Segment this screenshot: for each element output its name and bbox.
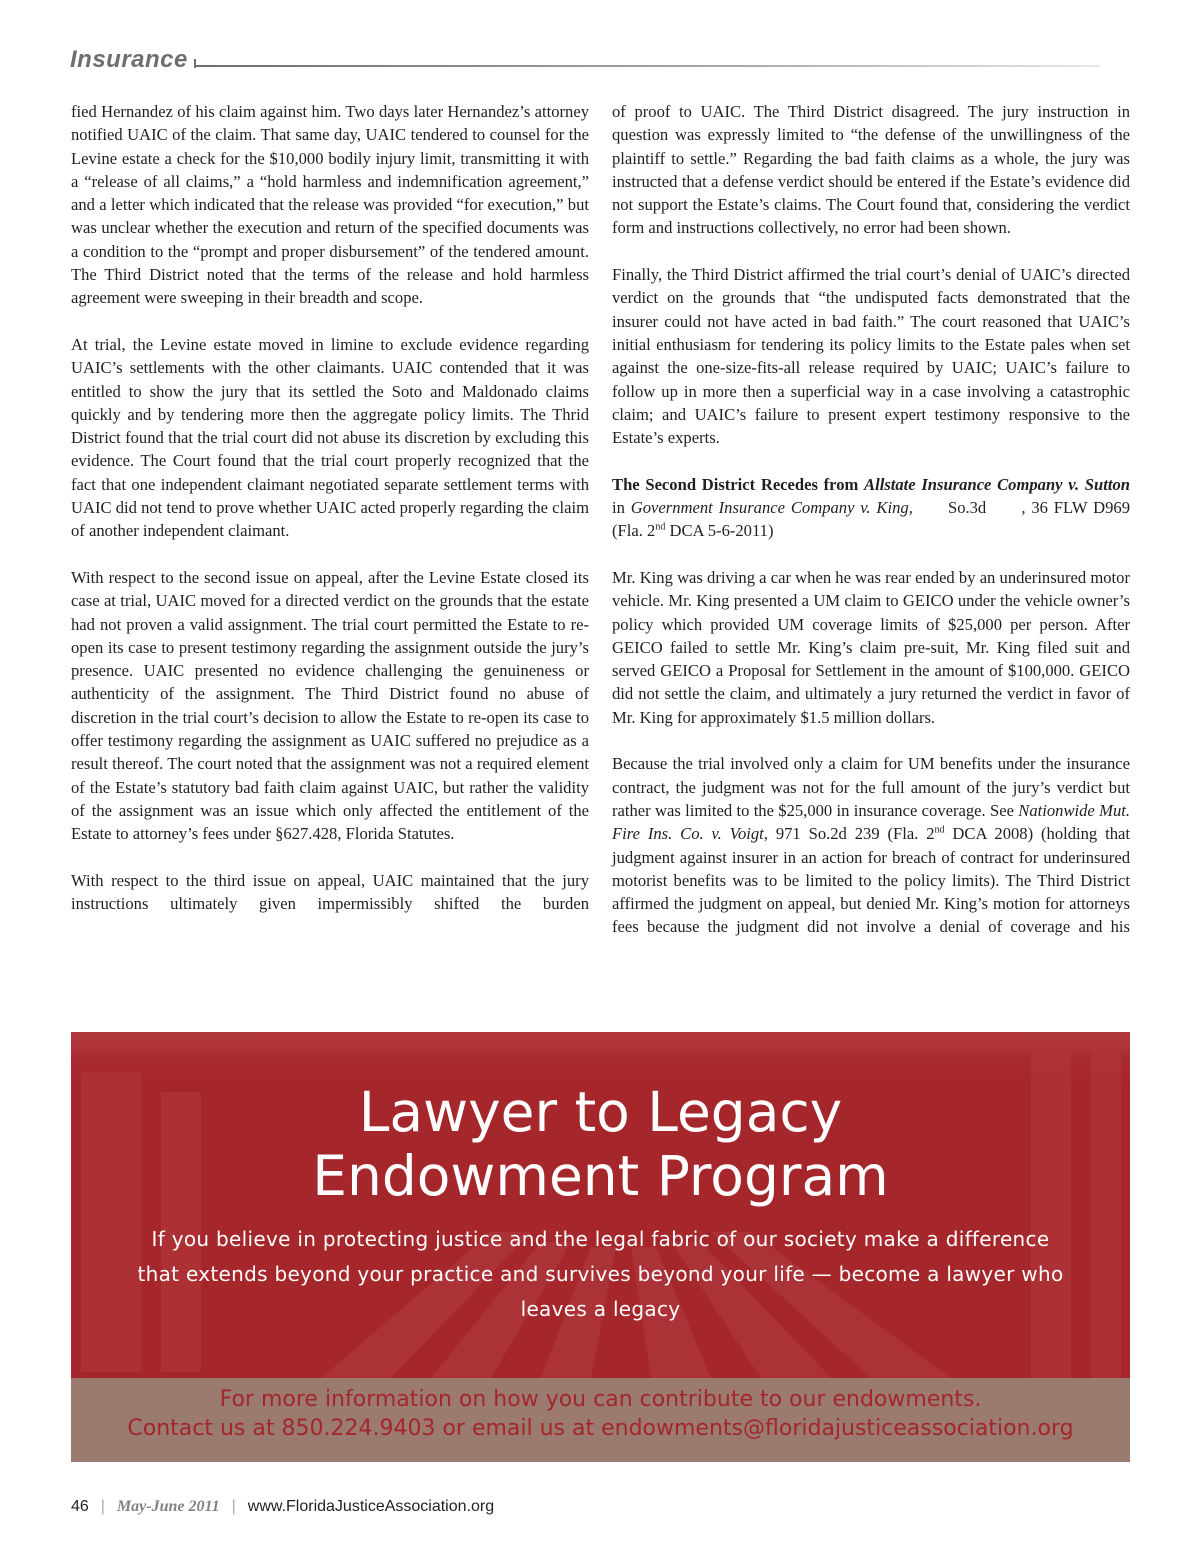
cited-case-name: Nationwide Mut. Fire Ins. Co. v. Voigt: [612, 800, 1130, 844]
header-rule: [194, 65, 1100, 67]
paragraph: Mr. King was driving a car when he was rear ended by an underinsured motor vehicle. Mr. King presented a UM claim to GEICO under the vehicle owner’s policy which provided UM coverage limits of $25,000 per person. After GEICO failed to settle Mr. King’s claim pre-suit, Mr. King filed suit and served GEICO a Proposal for Settlement in the amount of $100,000. GEICO did not settle the claim, and ultimately a jury returned the verdict in favor of Mr. King for approximately $1.5 million dollars.: [612, 567, 1130, 727]
case-heading-lead: The Second District Recedes from: [612, 474, 865, 494]
paragraph-text: DCA 2008) (holding that judgment against insurer in an action for breach of contract for underinsured motorist benefits was to be limited to the policy limits). The Third District affirmed the judgment on appeal, but denied Mr. King’s motion for attorneys fees because the judgment did not involve a denial of coverage and his: [612, 824, 1130, 937]
left-column: [71, 100, 589, 1020]
ad-subtitle: If you believe in protecting justice and the legal fabric of our society make a difference that extends beyond your practice and survives beyond your life — become a lawyer who leaves a legacy: [137, 1227, 1064, 1321]
ad-title-line: Lawyer to Legacy: [358, 1080, 843, 1144]
paragraph: of proof to UAIC. The Third District disagreed. The jury instruction in question was expressly limited to “the defense of the unwillingness of the plaintiff to settle.” Regarding the bad faith claims as a whole, the jury was instructed that a defense verdict should be entered if the Estate’s evidence did not support the Estate’s claims. The Court found that, considering the verdict form and instructions collectively, no error had been shown.: [612, 102, 1130, 238]
case-heading: [612, 473, 1135, 543]
case-heading-citation-end: DCA 5-6-2011): [665, 521, 774, 541]
ad-contact-line: For more information on how you can contribute to our endowments.: [219, 1387, 982, 1412]
paragraph: At trial, the Levine estate moved in limine to exclude evidence regarding UAIC’s settlements with the other claimants. UAIC contended that it was entitled to show the jury that its settled the Soto and Maldonado claims quickly and by tendering more then the aggregate policy limits. The Thrid District found that the trial court did not abuse its discretion by excluding this evidence. The Court found that the trial court properly recognized that the fact that one independent claimant negotiated separate settlement terms with UAIC did not tend to prove whether UAIC acted properly regarding the claim of another independent claimant.: [71, 334, 589, 541]
footer-divider: |: [100, 1498, 105, 1515]
paragraph: With respect to the second issue on appeal, after the Levine Estate closed its case at trial, UAIC moved for a directed verdict on the grounds that the estate had not proven a valid assignment. The trial court permitted the Estate to re-open its case to present testimony regarding the assignment outside the jury’s presence. UAIC presented no evidence challenging the genuineness or authenticity of the assignment. The Third District found no abuse of discretion in the trial court’s decision to allow the Estate to re-open its case to offer testimony regarding the assignment as UAIC suffered no prejudice as a result thereof. The court noted that the assignment was not a required element of the Estate’s statutory bad faith claim against UAIC, but rather the validity of the assignment was an issue which only affected the entitlement of the Estate to attorney’s fees under §627.428, Florida Statutes.: [71, 567, 589, 844]
endowment-advertisement[interactable]: [71, 1032, 1130, 1462]
case-heading-citation: So.3d , 36 FLW D969 (Fla. 2: [612, 498, 1135, 541]
ordinal-suffix: nd: [934, 824, 945, 836]
footer-divider: |: [231, 1498, 236, 1515]
paragraph-text: Because the trial involved only a claim for UM benefits under the insurance contract, the judgment was not for the full amount of the jury’s verdict but rather was limited to the $25,000 in insurance coverage. See: [612, 754, 1130, 820]
case-heading-case-name: Allstate Insurance Company v. Sutton: [864, 474, 1130, 494]
ad-title: [71, 1080, 1130, 1208]
paragraph: [612, 752, 1130, 938]
issue-date: May-June 2011: [116, 1498, 220, 1515]
website-link[interactable]: www.FloridaJusticeAssociation.org: [247, 1498, 495, 1515]
paragraph-text: , 971 So.2d 239 (Fla. 2: [763, 824, 935, 844]
ad-contact-line[interactable]: Contact us at 850.224.9403 or email us at endowments@floridajusticeassociation.org: [127, 1416, 1074, 1441]
ordinal-suffix: nd: [655, 521, 666, 533]
paragraph: fied Hernandez of his claim against him. Two days later Hernandez’s attorney notified UAIC of the claim. That same day, UAIC tendered to counsel for the Levine estate a check for the $10,000 bodily injury limit, transmitting it with a “release of all claims,” a “hold harmless and indemnification agreement,” and a letter which indicated that the release was provided “for execution,” but was unclear whether the execution and return of the specified documents was a condition to the “prompt and proper disbursement” of the tendered amount. The Third District noted that the terms of the release and hold harmless agreement were sweeping in their breadth and scope.: [71, 102, 589, 308]
case-heading-cited-case: Government Insurance Company v. King,: [630, 498, 913, 518]
paragraph: Finally, the Third District affirmed the trial court’s denial of UAIC’s directed verdict on the grounds that “the undisputed facts demonstrated that the insurer could not have acted in bad faith.” The court reasoned that UAIC’s initial enthusiasm for tendering its policy limits to the Estate pales when set against the one-size-fits-all release required by UAIC; UAIC’s failure to follow up in more then a superficial way in a case involving a catastrophic claim; and UAIC’s failure to present expert testimony responsive to the Estate’s experts.: [612, 265, 1130, 448]
page-number: 46: [71, 1498, 89, 1515]
paragraph: With respect to the third issue on appeal, UAIC maintained that the jury instructions ultimately given impermissibly shifted the burden: [71, 870, 589, 914]
ad-contact-band: [71, 1378, 1130, 1462]
page-footer: [71, 1498, 494, 1522]
section-title: Insurance: [70, 46, 188, 73]
ad-title-line: Endowment Program: [312, 1144, 889, 1208]
case-heading-connector: in: [612, 498, 631, 518]
section-header: [70, 46, 1100, 80]
right-column: [612, 100, 1135, 1020]
